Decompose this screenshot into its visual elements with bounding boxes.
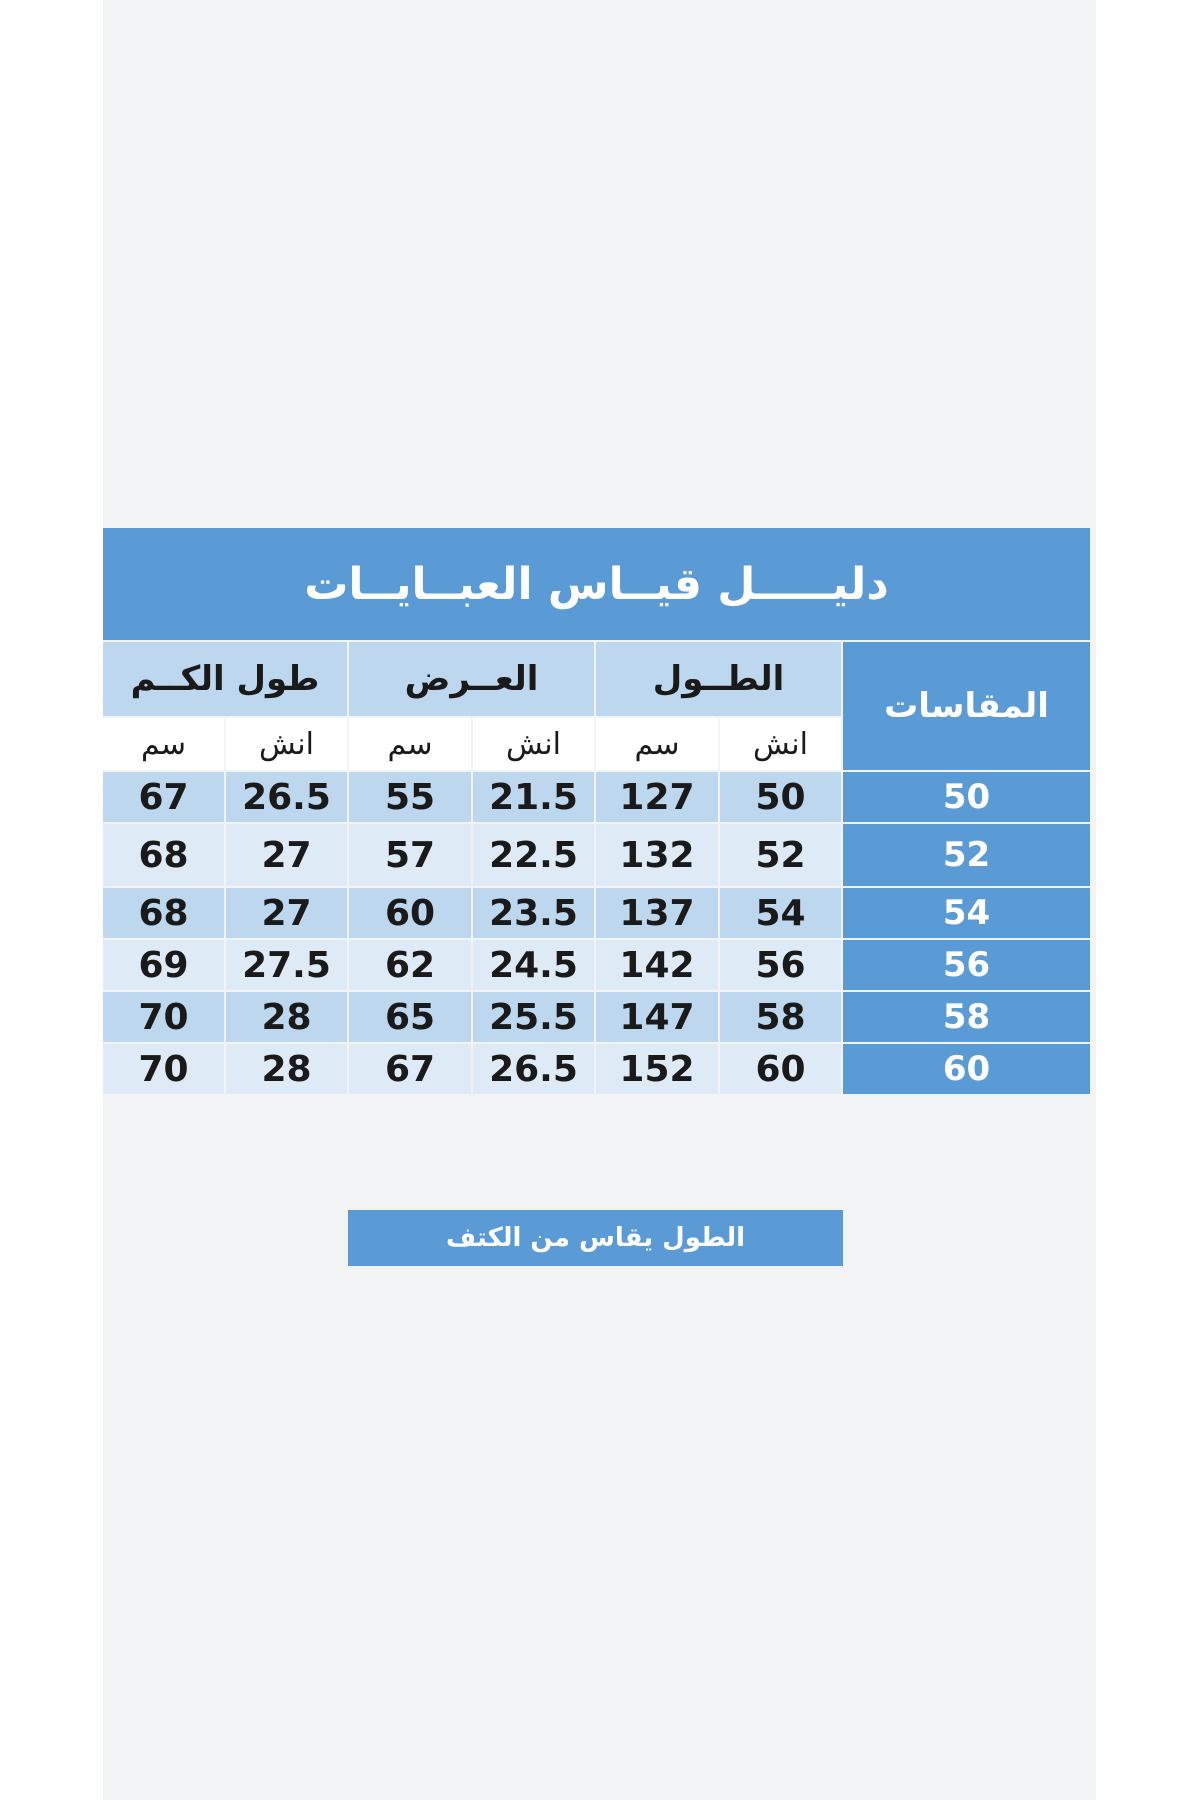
size-cell: 54	[843, 888, 1090, 938]
size-cell: 56	[843, 940, 1090, 990]
size-cell: 60	[843, 1044, 1090, 1094]
length-cm-cell: 142	[596, 940, 718, 990]
length-header: الطــول	[596, 642, 841, 716]
unit-header-length-inch: انش	[720, 718, 841, 770]
sleeve-cm-cell: 69	[103, 940, 224, 990]
unit-header-sleeve-inch: انش	[226, 718, 347, 770]
unit-header-sleeve-cm: سم	[103, 718, 224, 770]
length-inch-cell: 52	[720, 824, 841, 886]
width-inch-cell: 23.5	[473, 888, 594, 938]
chart-title: دليـــــل قيــاس العبــايــات	[103, 528, 1090, 640]
measurement-note: الطول يقاس من الكتف	[348, 1210, 843, 1266]
sleeve-inch-cell: 27.5	[226, 940, 347, 990]
width-cm-cell: 67	[349, 1044, 471, 1094]
width-cm-cell: 57	[349, 824, 471, 886]
length-inch-cell: 56	[720, 940, 841, 990]
size-cell: 58	[843, 992, 1090, 1042]
sleeve-inch-cell: 28	[226, 992, 347, 1042]
width-cm-cell: 65	[349, 992, 471, 1042]
sizes-header: المقاسات	[843, 642, 1090, 770]
width-inch-cell: 21.5	[473, 772, 594, 822]
width-cm-cell: 60	[349, 888, 471, 938]
sleeve-inch-cell: 27	[226, 888, 347, 938]
sleeve-cm-cell: 67	[103, 772, 224, 822]
length-cm-cell: 137	[596, 888, 718, 938]
width-inch-cell: 25.5	[473, 992, 594, 1042]
length-cm-cell: 147	[596, 992, 718, 1042]
sleeve-length-header: طول الكــم	[103, 642, 347, 716]
length-cm-cell: 132	[596, 824, 718, 886]
sleeve-cm-cell: 68	[103, 824, 224, 886]
length-inch-cell: 58	[720, 992, 841, 1042]
sleeve-inch-cell: 27	[226, 824, 347, 886]
width-inch-cell: 26.5	[473, 1044, 594, 1094]
sleeve-inch-cell: 28	[226, 1044, 347, 1094]
sleeve-cm-cell: 70	[103, 992, 224, 1042]
length-cm-cell: 152	[596, 1044, 718, 1094]
width-inch-cell: 22.5	[473, 824, 594, 886]
sleeve-cm-cell: 70	[103, 1044, 224, 1094]
sleeve-cm-cell: 68	[103, 888, 224, 938]
length-inch-cell: 50	[720, 772, 841, 822]
width-cm-cell: 62	[349, 940, 471, 990]
size-cell: 52	[843, 824, 1090, 886]
sleeve-inch-cell: 26.5	[226, 772, 347, 822]
width-header: العــرض	[349, 642, 594, 716]
unit-header-width-cm: سم	[349, 718, 471, 770]
unit-header-length-cm: سم	[596, 718, 718, 770]
width-inch-cell: 24.5	[473, 940, 594, 990]
length-cm-cell: 127	[596, 772, 718, 822]
unit-header-width-inch: انش	[473, 718, 594, 770]
size-cell: 50	[843, 772, 1090, 822]
length-inch-cell: 60	[720, 1044, 841, 1094]
width-cm-cell: 55	[349, 772, 471, 822]
length-inch-cell: 54	[720, 888, 841, 938]
